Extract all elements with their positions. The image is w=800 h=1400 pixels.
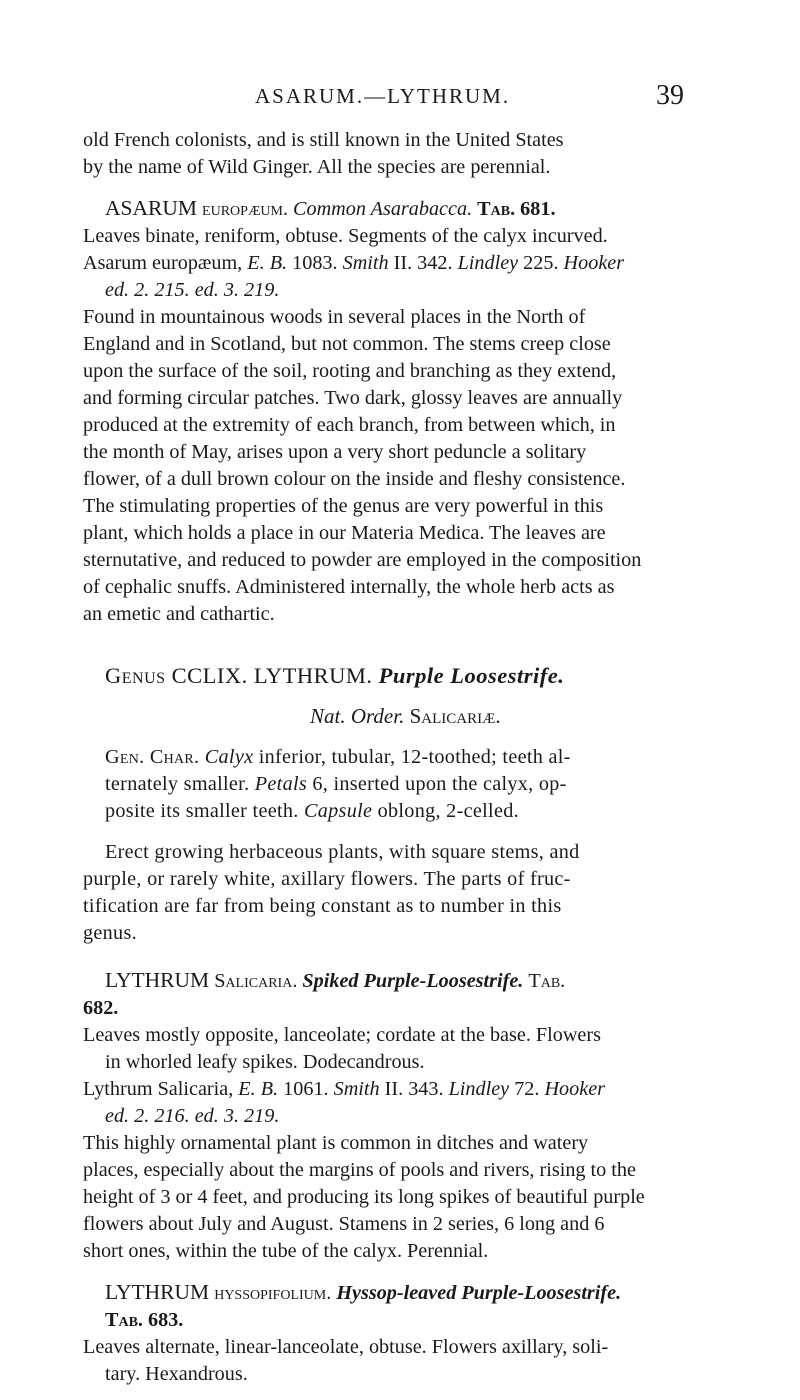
species-references: Asarum europæum, E. B. 1083. Smith II. 342. Lindley 225. Hooker [83, 252, 625, 274]
species-description-cont: in whorled leafy spikes. Dodecandrous. [105, 1051, 425, 1073]
page-number: 39 [656, 80, 684, 111]
genus-label: Genus CCLIX. [105, 663, 248, 688]
species-epithet: Salicaria. [214, 970, 298, 992]
species-entry-hyssopifolium [83, 1279, 713, 1388]
species-genus-name: LYTHRUM [105, 1280, 210, 1304]
plate-reference: Tab. 683. [105, 1309, 184, 1331]
running-header [0, 80, 800, 120]
plate-number: 682. [83, 997, 119, 1019]
species-references-cont: ed. 2. 216. ed. 3. 219. [105, 1105, 280, 1127]
plate-reference: Tab. 681. [477, 198, 556, 220]
genus-description: Erect growing herbaceous plants, with square stems, and purple, or rarely white, axillary flowers. The parts of fruc- tification are far from being constant as to number in this genus. [83, 841, 580, 944]
species-genus-name: ASARUM [105, 196, 197, 220]
species-common-name: Common Asarabacca. [293, 198, 473, 220]
text-line: old French colonists, and is still known in the United States [83, 129, 564, 151]
paragraph-continued [83, 127, 713, 181]
text-line: Gen. Char. Calyx inferior, tubular, 12-toothed; teeth al- [105, 746, 571, 768]
species-genus-name: LYTHRUM [105, 968, 210, 992]
species-epithet: hyssopifolium. [214, 1282, 332, 1304]
natural-order [83, 703, 713, 730]
page-body [83, 127, 713, 1388]
species-description: Leaves binate, reniform, obtuse. Segments of the calyx incurved. [83, 225, 608, 247]
species-references: Lythrum Salicaria, E. B. 1061. Smith II. 343. Lindley 72. Hooker [83, 1078, 606, 1100]
species-heading [83, 1279, 713, 1307]
text-line: by the name of Wild Ginger. All the species are perennial. [83, 156, 551, 178]
species-text: This highly ornamental plant is common in ditches and watery places, especially about the margins of pools and rivers, rising to the height of 3 or 4 feet, and producing its long spikes of beautiful purple flowers about July and August. Stamens in 2 series, 6 long and 6 short ones, within the tube of the calyx. Perennial. [83, 1132, 645, 1262]
species-entry-asarum [83, 195, 713, 628]
species-entry-salicaria [83, 967, 713, 1265]
genus-name: LYTHRUM. [253, 663, 373, 688]
species-epithet: europæum. [202, 198, 288, 220]
generic-characters [83, 744, 713, 825]
species-heading [83, 967, 713, 995]
species-references-cont: ed. 2. 215. ed. 3. 219. [105, 279, 280, 301]
species-text: Found in mountainous woods in several places in the North of England and in Scotland, but not common. The stems creep close upon the surface of the soil, rooting and branching as they extend, and forming circular patches. Two dark, glossy leaves are annually produced at the extremity of each branch, from between which, in the month of May, arises upon a very short peduncle a solitary flower, of a dull brown colour on the inside and fleshy consistence. The stimulating properties of the genus are very powerful in this plant, which holds a place in our Materia Medica. The leaves are sternutative, and reduced to powder are employed in the composition of cephalic snuffs. Administered internally, the whole herb acts as an emetic and cathartic. [83, 306, 642, 625]
text-line: posite its smaller teeth. Capsule oblong, 2-celled. [105, 800, 519, 822]
genus-heading [83, 662, 713, 689]
natural-order-name: Salicariæ. [409, 704, 501, 728]
plate-label: Tab. [528, 970, 566, 992]
species-common-name: Hyssop-leaved Purple-Loosestrife. [336, 1282, 622, 1304]
species-common-name: Spiked Purple-Loosestrife. [302, 970, 524, 992]
genus-common-name: Purple Loosestrife. [378, 663, 565, 688]
species-heading [83, 195, 713, 223]
text-line: ternately smaller. Petals 6, inserted upon the calyx, op- [105, 773, 567, 795]
natural-order-label: Nat. Order. [310, 704, 405, 728]
running-title: ASARUM.—LYTHRUM. [255, 84, 511, 108]
species-description-cont: tary. Hexandrous. [105, 1363, 248, 1385]
species-description: Leaves alternate, linear-lanceolate, obtuse. Flowers axillary, soli- [83, 1336, 609, 1358]
species-description: Leaves mostly opposite, lanceolate; cordate at the base. Flowers [83, 1024, 601, 1046]
